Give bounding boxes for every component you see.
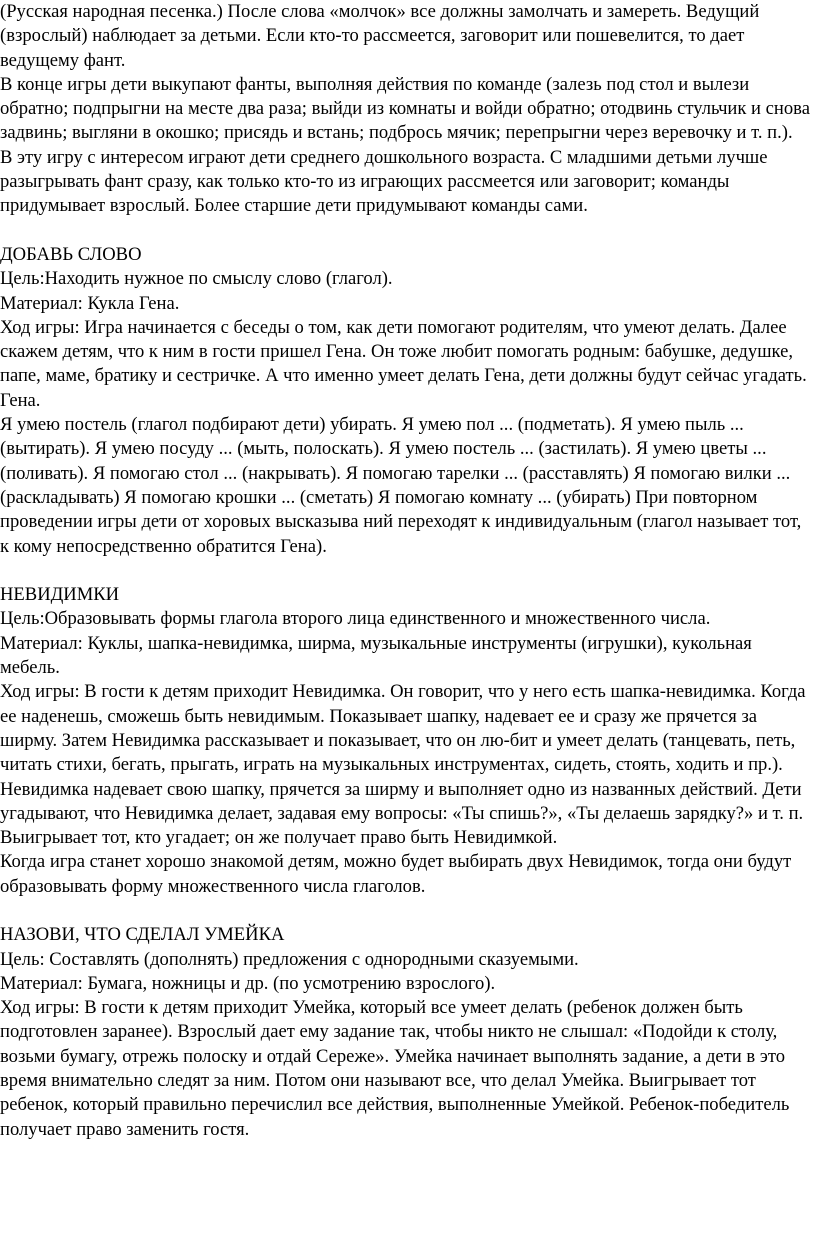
intro-paragraph-3: В эту игру с интересом играют дети среднего дошкольного возраста. С младшими детьми лучше разыгрывать фант сразу, как только кто-то из играющих рассмеется или заговорит; команды придумывает взрослый. Более старшие дети придумывают команды сами. xyxy=(0,146,768,217)
game3-goal: Цель: Составлять (дополнять) предложения с однородными сказуемыми. xyxy=(0,948,579,970)
game2-paragraph-3: Когда игра станет хорошо знакомой детям, можно будет выбирать двух Невидимок, тогда они будут образовывать форму множественного числа глаголов. xyxy=(0,851,792,897)
section-spacer xyxy=(0,219,810,243)
game1-course: Ход игры: Игра начинается с беседы о том, как дети помогают родителям, что умеют делать. Далее скажем детям, что к ним в гости пришел Гена. Он тоже любит помогать родным: бабушке, дедушке, папе, маме, братику и сестричке. А что именно умеет делать Гена, дети должны будут сейчас угадать. xyxy=(0,316,807,387)
game1-goal: Цель:Находить нужное по смыслу слово (глагол). xyxy=(0,268,393,290)
game2-material: Материал: Куклы, шапка-невидимка, ширма, музыкальные инструменты (игрушки), кукольная мебель. xyxy=(0,632,752,679)
section-spacer xyxy=(0,559,810,583)
intro-paragraph-2: В конце игры дети выкупают фанты, выполняя действия по команде (залезь под стол и вылези обратно; подпрыгни на месте два раза; выйди из комнаты и войди обратно; отодвинь стульчик и снова задвинь; выгляни в окошко; присядь и встань; подбрось мячик; перепрыгни через веревочку и т. п.). xyxy=(0,73,810,144)
game1-text: Я умею постель (глагол подбирают дети) убирать. Я умею пол ... (подметать). Я умею пыль ... (вытирать). Я умею посуду ... (мыть, полоскать). Я умею постель ... (застилать). Я умею цветы ... (поливать). Я помогаю стол ... (накрывать). Я помогаю тарелки ... (расставлять) Я помогаю вилки ... (раскладывать) Я помогаю крошки ... (сметать) Я помогаю комнату ... (убирать) При повторном проведении игры дети от хоровых высказыва ний переходят к индивидуальным (глагол называет тот, к кому непосредственно обратится Гена). xyxy=(0,414,802,557)
game2-title: НЕВИДИМКИ xyxy=(0,584,120,606)
game2-paragraph-2: Невидимка надевает свою шапку, прячется за ширму и выполняет одно из названных действий. Дети угадывают, что Невидимка делает, задавая ему вопросы: «Ты спишь?», «Ты делаешь зарядку?» и т. п. Выигрывает тот, кто угадает; он же получает право быть Невидимкой. xyxy=(0,778,804,849)
intro-paragraph-1: (Русская народная песенка.) После слова «молчок» все должны замолчать и замереть. Ведущий (взрослый) наблюдает за детьми. Если кто-то рассмеется, заговорит или пошевелится, то дает ведущему фант. xyxy=(0,1,760,71)
game2-goal: Цель:Образовывать формы глагола второго лица единственного и множественного числа. xyxy=(0,608,711,630)
game3-title: НАЗОВИ, ЧТО СДЕЛАЛ УМЕЙКА xyxy=(0,924,285,946)
game1-title: ДОБАВЬ СЛОВО xyxy=(0,243,142,265)
game3-course: Ход игры: В гости к детям приходит Умейка, который все умеет делать (ребенок должен быть подготовлен заранее). Взрослый дает ему задание так, чтобы никто не слышал: «Подойди к столу, возьми бумагу, отрежь полоску и отдай Сереже». Умейка начинает выполнять задание, а дети в это время внимательно следят за ним. Потом они называют все, что делал Умейка. Выигрывает тот ребенок, который правильно перечислил все действия, выполненные Умейкой. Ребенок-победитель получает право заменить гостя. xyxy=(0,997,790,1140)
game1-material: Материал: Кукла Гена. xyxy=(0,292,180,314)
game3-material: Материал: Бумага, ножницы и др. (по усмотрению взрослого). xyxy=(0,972,496,994)
game2-course: Ход игры: В гости к детям приходит Невидимка. Он говорит, что у него есть шапка-невидимка. Когда ее наденешь, сможешь быть невидимым. Показывает шапку, надевает ее и сразу же прячется за ширму. Затем Невидимка рассказывает и показывает, что он лю-бит и умеет делать (танцевать, петь, читать стихи, бегать, прыгать, играть на музыкальных инструментах, сидеть, стоять, ходить и пр.). xyxy=(0,681,806,776)
section-spacer xyxy=(0,899,810,923)
game1-speaker: Гена. xyxy=(0,389,41,411)
